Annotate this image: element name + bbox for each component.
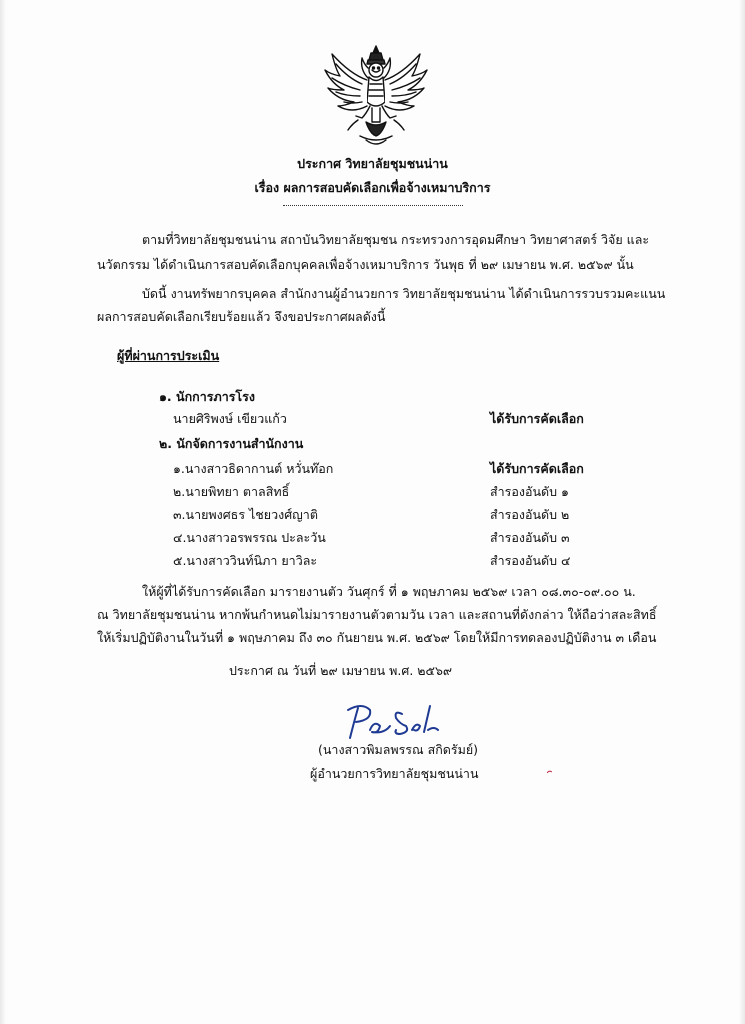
para2-line2: ผลการสอบคัดเลือกเรียบร้อยแล้ว จึงขอประกาศผลดังนี้ <box>97 309 386 324</box>
results-heading: ผู้ที่ผ่านการประเมิน <box>117 348 220 363</box>
closing-line1: ให้ผู้ที่ได้รับการคัดเลือก มารายงานตัว วันศุกร์ ที่ ๑ พฤษภาคม ๒๕๖๙ เวลา ๐๘.๓๐-๐๙.๐๐ น. <box>142 584 636 599</box>
candidate-status: ได้รับการคัดเลือก <box>490 411 584 426</box>
signatory-position: ผู้อำนวยการวิทยาลัยชุมชนน่าน <box>310 766 479 781</box>
para1-line1: ตามที่วิทยาลัยชุมชนน่าน สถาบันวิทยาลัยชุมชน กระทรวงการอุดมศึกษา วิทยาศาสตร์ วิจัย และ <box>142 232 650 247</box>
garuda-emblem-icon <box>322 44 430 150</box>
candidate-status: สำรองอันดับ ๑ <box>490 484 569 499</box>
closing-line3: ให้เริ่มปฏิบัติงานในวันที่ ๑ พฤษภาคม ถึง ๓๐ กันยายน พ.ศ. ๒๕๖๙ โดยให้มีการทดลองปฏิบัติงาน ๓ เดือน <box>97 630 657 645</box>
candidate-name: ๕.นางสาววินท์นิภา ยาวิละ <box>173 553 318 568</box>
scan-edge-right <box>739 0 745 1024</box>
position-1-title: ๑. นักการภารโรง <box>159 389 255 404</box>
candidate-status: สำรองอันดับ ๒ <box>490 507 570 522</box>
closing-line2: ณ วิทยาลัยชุมชนน่าน หากพ้นกำหนดไม่มารายงานตัวตามวัน เวลา และสถานที่ดังกล่าว ให้ถือว่าสละสิทธิ์ <box>97 607 657 622</box>
para1-line2: นวัตกรรม ได้ดำเนินการสอบคัดเลือกบุคคลเพื่อจ้างเหมาบริการ วันพุธ ที่ ๒๙ เมษายน พ.ศ. ๒๕๖๙ นั้น <box>97 257 634 272</box>
candidate-status: สำรองอันดับ ๔ <box>490 553 571 568</box>
candidate-status: สำรองอันดับ ๓ <box>490 530 570 545</box>
candidate-name: นายศิริพงษ์ เขียวแก้ว <box>173 411 287 426</box>
handwritten-signature <box>340 700 450 742</box>
position-2-title: ๒. นักจัดการงานสำนักงาน <box>159 436 304 451</box>
candidate-status: ได้รับการคัดเลือก <box>490 461 584 476</box>
signatory-name: (นางสาวพิมลพรรณ สกิดรัมย์) <box>318 742 479 757</box>
para2-line1: บัดนี้ งานทรัพยากรบุคคล สำนักงานผู้อำนวยการ วิทยาลัยชุมชนน่าน ได้ดำเนินการรวบรวมคะแนน <box>142 286 666 301</box>
candidate-name: ๔.นางสาวอรพรรณ ปะละวัน <box>173 530 326 545</box>
candidate-name: ๒.นายพิทยา ตาลสิทธิ์ <box>173 484 290 499</box>
title-divider <box>283 205 463 206</box>
document-subject: เรื่อง ผลการสอบคัดเลือกเพื่อจ้างเหมาบริการ <box>254 180 491 195</box>
candidate-name: ๑.นางสาวธิดากานต์ หวั่นท๊อก <box>173 461 334 476</box>
stray-mark-icon <box>547 770 552 774</box>
announce-date: ประกาศ ณ วันที่ ๒๙ เมษายน พ.ศ. ๒๕๖๙ <box>229 663 453 678</box>
scan-edge-left <box>0 0 6 1024</box>
document-title: ประกาศ วิทยาลัยชุมชนน่าน <box>297 156 448 171</box>
candidate-name: ๓.นายพงศธร ไชยวงศ์ญาติ <box>173 507 318 522</box>
